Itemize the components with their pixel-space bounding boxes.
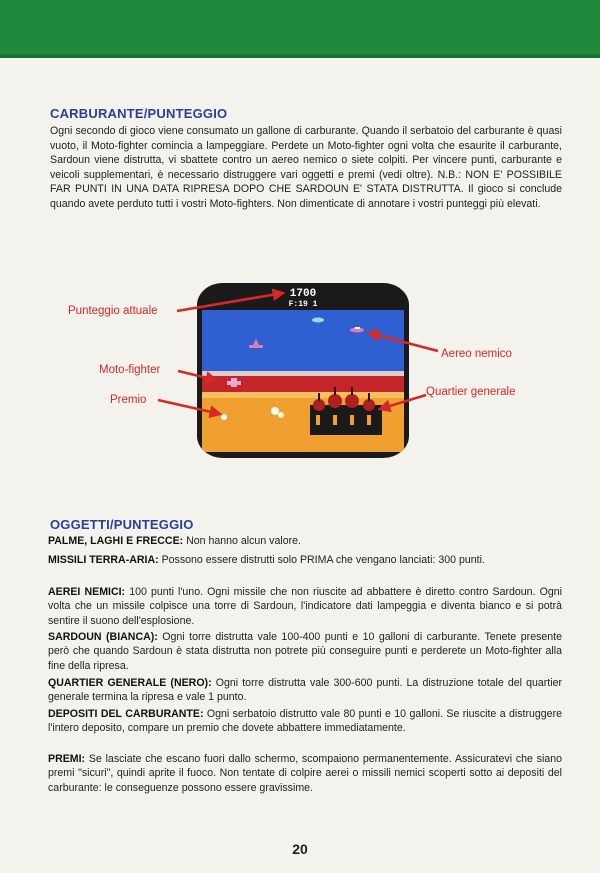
item-enemy-planes	[48, 585, 562, 628]
item-term: DEPOSITI DEL CARBURANTE:	[48, 708, 204, 720]
section-body-fuel-score: Ogni secondo di gioco viene consumato un gallone di carburante. Quando il serbatoio del carburante è quasi vuoto, il Moto-fighter comincia a lampeggiare. Perdete un Moto-fighter ogni volta che esaurite il carburante, Sardoun viene distrutta, vi sbattete contro un aereo nemico o siete colpiti. Per vincere punti, carburante e veicoli supplementari, è necessario distruggere vari oggetti e premi (vedi oltre). N.B.: NON E' POSSIBILE FAR PUNTI IN UNA DATA RIPRESA DOPO CHE SARDOUN E' STATA DISTRUTTA. Il gioco si conclude quando avete perduto tutti i vostri Moto-fighters. Non dimenticate di annotare i vostri punteggi più elevati.	[50, 125, 562, 210]
score-readout: 1700	[289, 288, 317, 300]
item-fuel-depots	[48, 707, 562, 736]
item-sardoun-white	[48, 630, 562, 673]
item-term: PALME, LAGHI E FRECCE:	[48, 535, 184, 547]
fuel-readout: F:19 1	[288, 300, 318, 309]
item-term: QUARTIER GENERALE (NERO):	[48, 677, 212, 689]
top-color-band	[0, 0, 600, 58]
item-term: SARDOUN (BIANCA):	[48, 631, 158, 643]
callout-prize: Premio	[110, 394, 147, 406]
callout-headquarters: Quartier generale	[426, 386, 516, 398]
item-text: Ogni torre distrutta vale 100-400 punti e 10 galloni di carburante. Tenete presente però che quando Sardoun è stata distrutta non potrete più conseguire punti e perderete un Moto-fighter alla fine della ripresa.	[48, 631, 563, 672]
item-palm-lakes-arrows	[48, 534, 562, 548]
item-term: PREMI:	[48, 753, 86, 765]
item-text: Non hanno alcun valore.	[183, 535, 301, 547]
section-title-objects-score: OGGETTI/PUNTEGGIO	[50, 517, 194, 532]
item-term: MISSILI TERRA-ARIA:	[48, 554, 159, 566]
item-text: Ogni serbatoio distrutto vale 80 punti e 10 galloni. Se riuscite a distruggere l'intero deposito, compare un premio che dovete abbattere immediatamente.	[48, 708, 562, 735]
item-term: AEREI NEMICI:	[48, 586, 126, 598]
item-text: Ogni torre distrutta vale 300-600 punti. La distruzione totale del quartier generale termina la ripresa e vale 1 punto.	[48, 677, 563, 704]
item-headquarters-black	[48, 676, 562, 705]
game-screenshot	[197, 283, 409, 458]
callout-enemy-plane: Aereo nemico	[441, 348, 512, 360]
item-text: Se lasciate che escano fuori dallo schermo, scompaiono permanentemente. Assicuratevi che siano premi "sicuri", quindi aprite il fuoco. Non tentate di colpire aerei o missili nemici scoperti sotto ai depositi del carburante: le conseguenze possono essere gravissime.	[48, 753, 562, 794]
item-sam-missiles	[48, 553, 562, 567]
callout-current-score: Punteggio attuale	[68, 305, 158, 317]
item-text: 100 punti l'uno. Ogni missile che non riuscite ad abbattere è diretto contro Sardoun. Ogni volta che un missile colpisce una torre di Sardoun, l'indicatore dati lampeggia e diventa bianco e si potrà sentire il suono dell'esplosione.	[48, 586, 562, 627]
item-text: Possono essere distrutti solo PRIMA che vengano lanciati: 300 punti.	[158, 554, 485, 566]
callout-moto-fighter: Moto-fighter	[99, 364, 161, 376]
section-title-fuel-score: CARBURANTE/PUNTEGGIO	[50, 106, 228, 121]
page-number: 20	[292, 841, 308, 857]
item-prizes	[48, 752, 562, 795]
